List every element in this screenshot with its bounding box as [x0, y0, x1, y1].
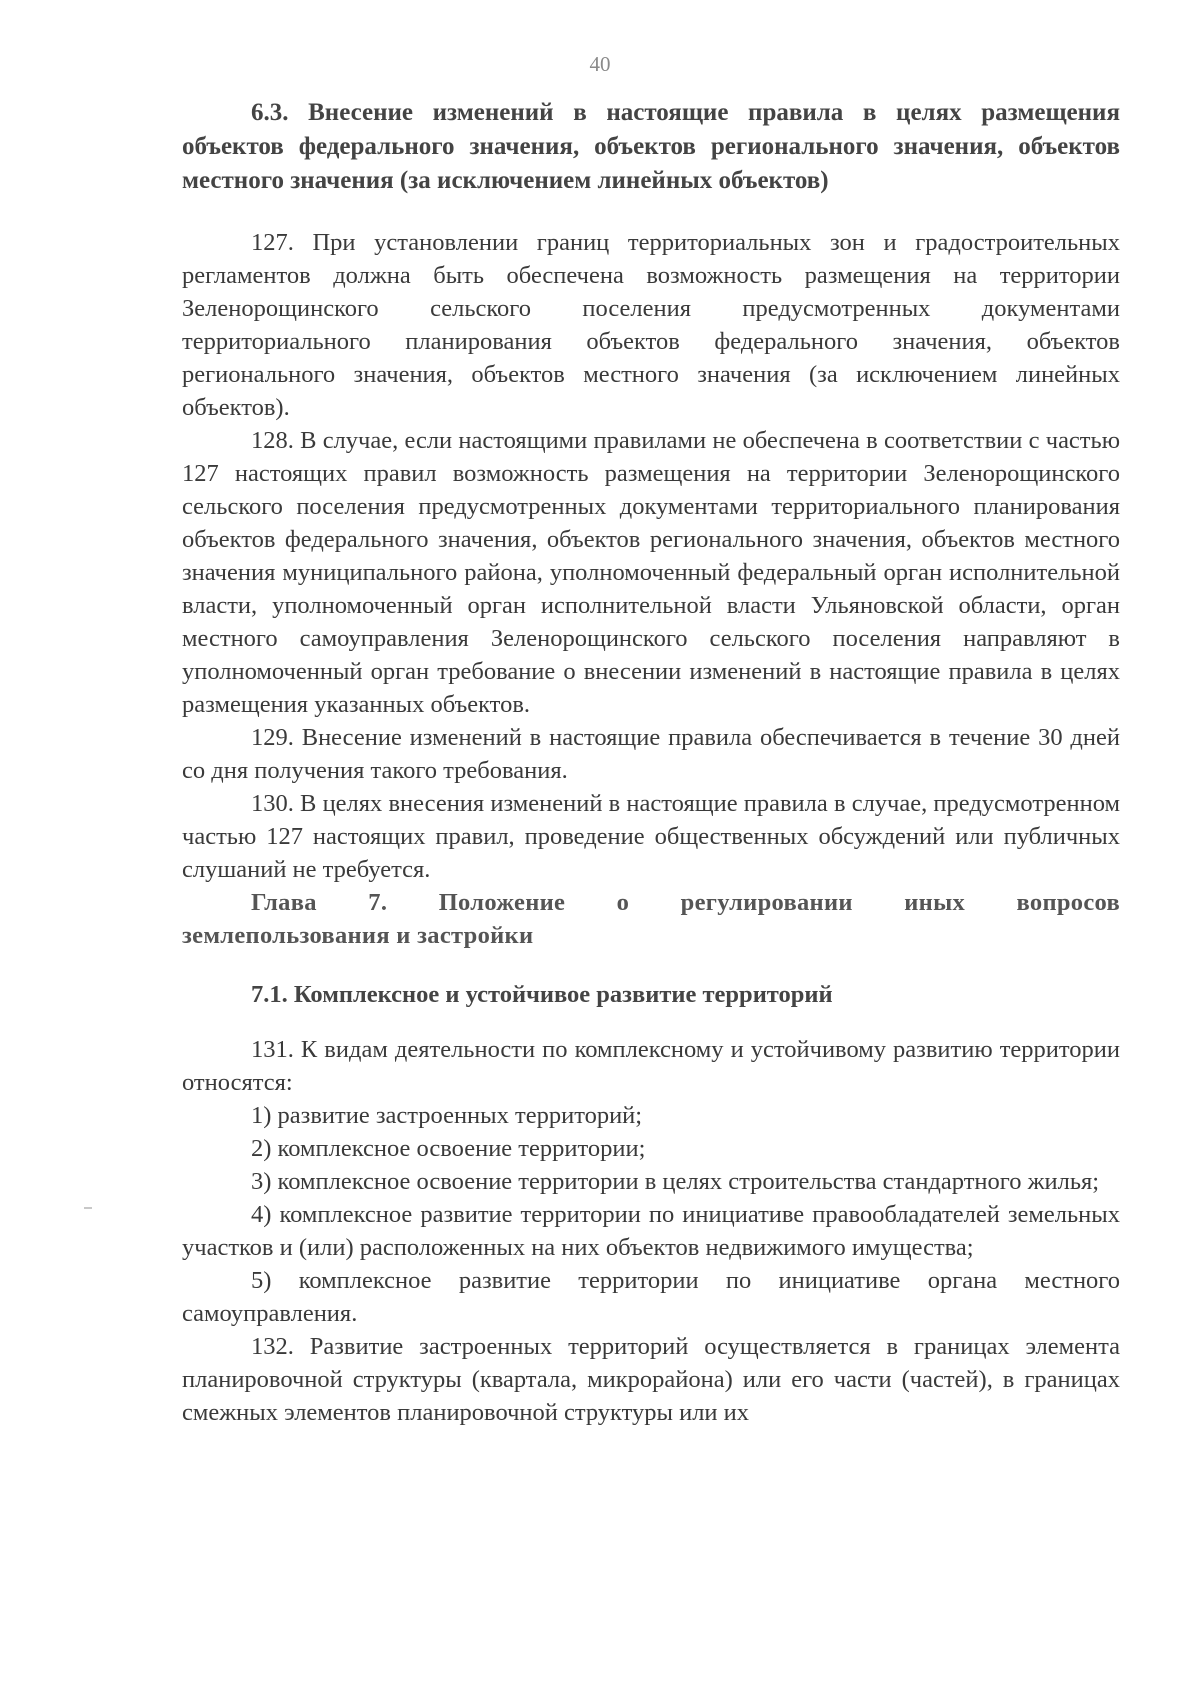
paragraph-127: 127. При установлении границ территориальных зон и градостроительных регламентов должна быть обеспечена возможность размещения на территории Зеленорощинского сельского поселения предусмотренных документами территориального планирования объектов федерального значения, объектов регионального значения, объектов местного значения (за исключением линейных объектов). [182, 229, 1120, 421]
list-item-2: 2) комплексное освоение территории; [251, 1135, 646, 1162]
paragraph-130: 130. В целях внесения изменений в настоящие правила в случае, предусмотренном частью 127 настоящих правил, проведение общественных обсуждений или публичных слушаний не требуется. [182, 790, 1120, 883]
section-heading-6-3: 6.3. Внесение изменений в настоящие правила в целях размещения объектов федерального значения, объектов регионального значения, объектов местного значения (за исключением линейных объектов) [182, 99, 1120, 194]
list-item-4: 4) комплексное развитие территории по инициативе правообладателей земельных участков и (или) расположенных на них объектов недвижимого имущества; [182, 1201, 1120, 1261]
list-item-3: 3) комплексное освоение территории в целях строительства стандартного жилья; [251, 1168, 1100, 1195]
scan-margin-mark [84, 1207, 92, 1209]
paragraph-131: 131. К видам деятельности по комплексному и устойчивому развитию территории относятся: [182, 1036, 1120, 1096]
list-item-1: 1) развитие застроенных территорий; [251, 1102, 643, 1129]
list-item-5: 5) комплексное развитие территории по инициативе органа местного самоуправления. [182, 1267, 1120, 1327]
paragraph-129: 129. Внесение изменений в настоящие правила обеспечивается в течение 30 дней со дня получения такого требования. [182, 724, 1120, 784]
page-number: 40 [589, 52, 611, 76]
section-heading-7-1: 7.1. Комплексное и устойчивое развитие территорий [251, 981, 833, 1008]
chapter-heading-line-2: землепользования и застройки [182, 922, 534, 949]
paragraph-132: 132. Развитие застроенных территорий осуществляется в границах элемента планировочной структуры (квартала, микрорайона) или его части (частей), в границах смежных элементов планировочной структуры или их [182, 1333, 1120, 1426]
paragraph-128: 128. В случае, если настоящими правилами не обеспечена в соответствии с частью 127 настоящих правил возможность размещения на территории Зеленорощинского сельского поселения предусмотренных документами территориального планирования объектов федерального значения, объектов регионального значения, объектов местного значения муниципального района, уполномоченный федеральный орган исполнительной власти, уполномоченный орган исполнительной власти Ульяновской области, орган местного самоуправления Зеленорощинского сельского поселения направляют в уполномоченный орган требование о внесении изменений в настоящие правила в целях размещения указанных объектов. [182, 427, 1120, 718]
chapter-heading-line-1: Глава 7. Положение о регулировании иных вопросов [251, 889, 1120, 916]
chapter-heading-7 [182, 886, 1120, 952]
document-body [182, 96, 1120, 1429]
